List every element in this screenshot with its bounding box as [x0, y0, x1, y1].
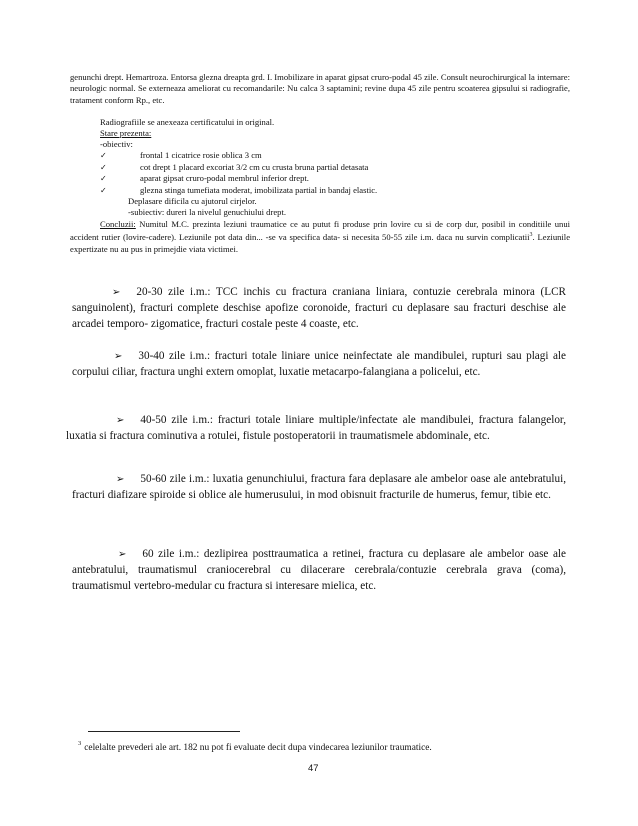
bullet-item: ➢ 40-50 zile i.m.: fracturi totale liniare multiple/infectate ale mandibulei, fractura falangelor, luxatia si fractura cominutiva a rotulei, fistule postoperatorii in traumatismele abdominale, etc.	[66, 414, 566, 442]
objective-label: -obiectiv:	[100, 139, 133, 149]
radiography-note: Radiografiile se anexeaza certificatului in original.	[100, 117, 275, 127]
bullet-item: ➢ 50-60 zile i.m.: luxatia genunchiului, fractura fara deplasare ale ambelor oase ale antebratului, fracturi diafizare spiroide si oblice ale humerusului, in mod obisnuit fracturile de humerus, femur, tibie etc.	[72, 473, 566, 501]
footnote: $^3$ celelalte prevederi ale art. 182 nu pot fi evaluate decit dupa vindecarea leziunilor traumatice.	[78, 740, 432, 753]
bullet-item: ➢ 20-30 zile i.m.: TCC inchis cu fractura craniana liniara, contuzie cerebrala minora (LCR sanguinolent), fracturi complete deschise apofize coronoide, fracturi cu deplasare sau fracturi deschise ale arcadei temporo- zigomatice, fracturi costale peste 4 coaste, etc.	[72, 286, 566, 330]
arrow-bullet-icon: ➢	[116, 474, 125, 485]
checkmark-icon: ✓	[100, 174, 107, 183]
bullet-item: ➢ 60 zile i.m.: dezlipirea posttraumatica a retinei, fractura cu deplasare ale ambelor oase ale antebratului, traumatismul craniocerebral cu dilacerare cerebrala/contuzie cerebrala grava (coma), traumatismul vertebro-medular cu fractura si interesare mielica, etc.	[72, 548, 566, 592]
arrow-bullet-icon: ➢	[116, 415, 125, 426]
checkmark-icon: ✓	[100, 163, 107, 172]
arrow-bullet-icon: ➢	[112, 287, 121, 298]
footnote-ref: 3	[529, 232, 533, 239]
subjective-note: -subiectiv: dureri la nivelul genuchiului drept.	[128, 207, 286, 217]
present-state-label: Stare prezenta:	[100, 128, 152, 138]
check-item: ✓ cot drept 1 placard excoriat 3/2 cm cu crusta bruna partial detasata	[100, 162, 369, 172]
checkmark-icon: ✓	[100, 186, 107, 195]
conclusions-label: Concluzii:	[100, 219, 136, 229]
check-item: ✓ frontal 1 cicatrice rosie oblica 3 cm	[100, 150, 262, 160]
page-number: 47	[308, 762, 319, 773]
check-item: ✓ glezna stinga tumefiata moderat, imobilizata partial in bandaj elastic.	[100, 185, 378, 195]
footnote-separator	[88, 731, 240, 732]
intro-paragraph: genunchi drept. Hemartroza. Entorsa glezna dreapta grd. I. Imobilizare in aparat gipsat cruro-podal 45 zile. Consult neurochirurgical la internare: neurologic normal. Se externeaza ameliorat cu recomandarile: Nu calca 3 saptamini; revine dupa 45 zile pentru scoaterea gipsului si radiografie, tratament conform Rp., etc.	[70, 72, 570, 105]
conclusions-paragraph: Concluzii: Numitul M.C. prezinta leziuni traumatice ce au putut fi produse prin lovire cu si de corp dur, posibil in conditiile unui accident rutier (lovire-cadere). Leziunile pot data din... -se va specifica data- si necesita 50-55 zile i.m. daca nu survin complicatii$^3$. Leziunile expertizate nu au pus in primejdie viata victimei.	[70, 219, 571, 254]
arrow-bullet-icon: ➢	[114, 351, 123, 362]
check-item: ✓ aparat gipsat cruro-podal membrul inferior drept.	[100, 173, 309, 183]
arrow-bullet-icon: ➢	[118, 549, 127, 560]
mobility-note: Deplasare dificila cu ajutorul cirjelor.	[128, 196, 257, 206]
footnote-number: 3	[78, 740, 82, 747]
checkmark-icon: ✓	[100, 151, 107, 160]
bullet-item: ➢ 30-40 zile i.m.: fracturi totale liniare unice neinfectate ale mandibulei, rupturi sau plagi ale corpului ciliar, fractura unghi extern omoplat, luxatie metacarpo-falangiana a policelui, etc.	[72, 350, 566, 378]
